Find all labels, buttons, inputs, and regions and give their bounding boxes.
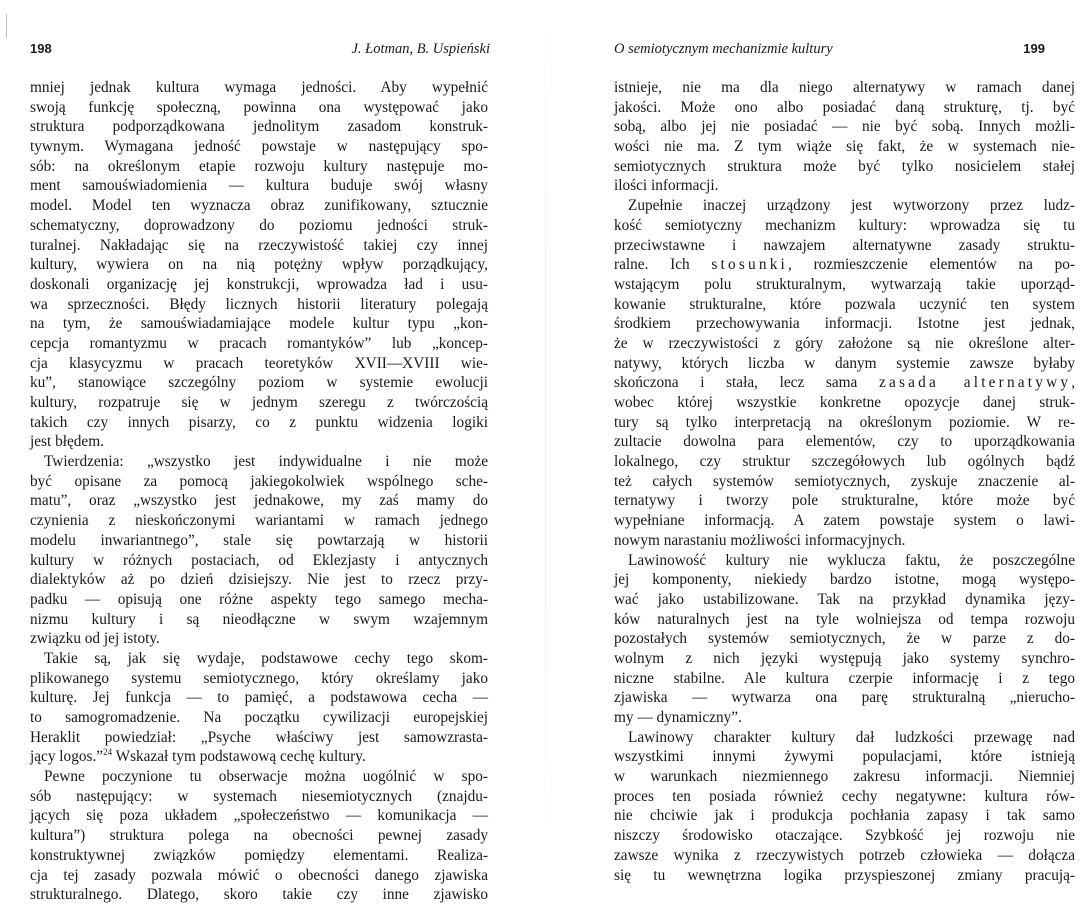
text-line — [614, 137, 1075, 157]
text-line — [614, 826, 1075, 846]
text-line — [30, 747, 488, 767]
text-line-content: na tym, że samouświadamiające modele kultur typu „kon- — [30, 315, 488, 333]
text-line-content: kowanie strukturalne, które pozwala uczynić ten system — [614, 295, 1075, 313]
text-line — [614, 688, 1075, 708]
text-line-content: się tu wewnętrzna logika przyspieszonej zmiany pracują- — [614, 866, 1075, 884]
text-line-content: doskonali organizację jej konstrukcji, wprowadza ład i usu- — [30, 275, 488, 293]
text-line-content: Zupełnie inaczej urządzony jest wytworzony przez ludz- — [628, 197, 1075, 215]
text-line-content: plikowanego systemu semiotycznego, który określamy jako — [30, 669, 488, 687]
text-line — [30, 255, 488, 275]
text-line-content: ków naturalnych jest na tyle wolniejsza od tempa rozwoju — [614, 610, 1075, 628]
text-line-content: jący logos.” — [30, 748, 104, 766]
text-line — [30, 846, 488, 866]
text-line-content: kultury, wywiera on na nią potężny wpływ porządkujący, — [30, 256, 488, 274]
text-line — [614, 747, 1075, 767]
text-line-content: Lawinowy charakter kultury dał ludzkości przewagę nad — [628, 728, 1075, 746]
text-line-content: kulturę. Jej funkcja — to pamięć, a podstawowa cecha — — [30, 689, 488, 707]
text-line-content: tury są tylko interpretacją na określonym poziomie. W re- — [614, 413, 1075, 431]
text-line — [614, 78, 1075, 98]
text-line — [614, 531, 1075, 551]
spaced-emphasis: stosunki — [711, 256, 789, 274]
text-line — [30, 216, 488, 236]
text-line — [30, 610, 488, 630]
text-line-content: swoją funkcję społeczną, powinna ona występować jako — [30, 98, 488, 116]
text-line-content: że w rzeczywistości z góry założone są nie określone alter- — [614, 334, 1075, 352]
text-line-content: semiotycznych struktura może być tylko nosicielem stałej — [614, 157, 1075, 175]
text-line-content: jest błędem. — [30, 433, 104, 451]
text-line-content: modelu inwariantnego”, stale się powtarzają w historii — [30, 531, 488, 549]
text-line-content: czynienia z nieskończonymi wariantami w ramach jednego — [30, 512, 488, 530]
text-line — [30, 787, 488, 807]
text-line — [614, 669, 1075, 689]
text-line-content: kultura”) struktura polega na obecności pewnej zasady — [30, 827, 488, 845]
running-head: O semiotycznym mechanizmie kultury — [614, 41, 833, 57]
text-line — [614, 452, 1075, 472]
text-line — [30, 78, 488, 98]
text-line — [614, 314, 1075, 334]
text-line — [30, 885, 488, 905]
text-line-content: strukturalnego. Dlatego, skoro takie czy inne zjawisko — [30, 886, 488, 904]
text-line — [30, 117, 488, 137]
left-page — [0, 0, 530, 904]
text-line-content: Pewne poczynione tu obserwacje można uogólnić w spo- — [44, 768, 488, 786]
text-line — [30, 688, 488, 708]
text-line-content: to samogromadzenie. Na początku cywilizacji europejskiej — [30, 709, 488, 726]
text-line — [614, 629, 1075, 649]
text-line — [30, 491, 488, 511]
text-line — [30, 728, 488, 748]
text-line — [614, 196, 1075, 216]
text-line — [614, 117, 1075, 137]
text-line — [30, 570, 488, 590]
text-line-content: niczne stabilne. Ale kultura czerpie informację i z tego — [614, 669, 1075, 687]
text-line-content: przeciwstawne i nawzajem alternatywne zasady struktu- — [614, 236, 1075, 254]
body-text — [30, 78, 488, 905]
text-line-content: w warunkach niezmiennego zakresu informacji. Niemniej — [614, 768, 1075, 786]
page-number: 198 — [30, 41, 52, 56]
text-line — [614, 393, 1075, 413]
spaced-emphasis: zasada alternatywy — [878, 374, 1072, 392]
text-line — [614, 413, 1075, 433]
text-line — [30, 590, 488, 610]
text-line-content: środkiem przechowywania informacji. Istotne jest jednak, — [614, 315, 1075, 333]
text-line-content: cepcja romantyzmu w pracach romantyków” lub „koncep- — [30, 334, 488, 352]
text-line — [30, 531, 488, 551]
text-line-content: skończona i stała, lecz sama — [614, 374, 879, 392]
text-line-content: model. Model ten wyznacza obraz zunifikowany, sztucznie — [30, 197, 488, 215]
text-line — [30, 432, 488, 452]
text-line — [30, 393, 488, 413]
text-line-content: cja tej zasady pozwala mówić o obecności danego zjawiska — [30, 866, 488, 884]
text-line — [614, 216, 1075, 236]
text-line — [30, 176, 488, 196]
text-line — [30, 354, 488, 374]
text-line-content: niszczy środowisko otaczające. Szybkość jej rozwoju nie — [614, 827, 1075, 845]
text-line-content: sób: na określonym etapie rozwoju kultury następuje mo- — [30, 157, 488, 175]
text-line — [614, 157, 1075, 177]
text-line-content: jej komponenty, niekiedy bardzo istotne, mogą występo- — [614, 571, 1075, 589]
text-line — [614, 354, 1075, 374]
right-page — [560, 0, 1092, 884]
text-line — [30, 472, 488, 492]
text-line — [30, 275, 488, 295]
text-line — [614, 767, 1075, 787]
text-line — [614, 275, 1075, 295]
text-line — [30, 157, 488, 177]
text-line — [30, 452, 488, 472]
text-line-content: struktura podporządkowana jednolitym zasadom konstruk- — [30, 118, 488, 136]
text-line-content: ternatywy i tworzy pole strukturalne, które może być — [614, 492, 1075, 510]
text-line — [614, 590, 1075, 610]
text-line — [30, 806, 488, 826]
text-line-content: wypełniane informacją. A zatem powstaje system o lawi- — [614, 512, 1075, 530]
text-line — [614, 295, 1075, 315]
text-line — [30, 511, 488, 531]
text-line-content: być opisane za pomocą jakiegokolwiek wspólnego sche- — [30, 472, 488, 490]
text-line — [614, 255, 1075, 275]
text-line — [30, 314, 488, 334]
text-line — [614, 236, 1075, 256]
text-line-content: wolnym z nich języki występują jako systemy synchro- — [614, 649, 1075, 667]
text-line — [614, 866, 1075, 886]
text-line-content: proces ten posiada również cechy negatywne: kultura rów- — [614, 787, 1075, 805]
text-line-tail: Wskazał tym podstawową cechę kultury. — [112, 748, 366, 766]
book-gutter — [545, 0, 546, 858]
text-line-content: zultacie dowolna para elementów, czy to uporządkowania — [614, 433, 1075, 451]
text-line-content: pozostałych systemów semiotycznych, że w parze z do- — [614, 630, 1075, 648]
text-line — [614, 787, 1075, 807]
text-line-content: jących się poza układem „społeczeństwo — komunikacja — — [30, 807, 488, 825]
text-line — [30, 295, 488, 315]
text-line-content: padku — opisują one różne aspekty tego samego mecha- — [30, 590, 488, 608]
text-line — [614, 373, 1075, 393]
text-line-content: nie chciwie jak i produkcja pochłania zapasy i tak samo — [614, 807, 1075, 825]
text-line-content: lokalnego, czy struktur szczegółowych lub ogólnych bądź — [614, 453, 1075, 471]
text-line-tail: , — [1071, 374, 1076, 392]
text-line — [30, 373, 488, 393]
text-line — [614, 551, 1075, 571]
text-line — [614, 511, 1075, 531]
text-line — [30, 767, 488, 787]
text-line-content: sób następujący: w systemach niesemiotycznych (znajdu- — [30, 787, 488, 805]
text-line-content: kultury, rozpatruje się w jednym szeregu z twórczością — [30, 394, 488, 411]
text-line-content: ralne. Ich — [614, 256, 712, 274]
footnote-marker: 24 — [103, 747, 113, 758]
text-line — [30, 98, 488, 118]
text-line — [30, 708, 488, 728]
text-line-content: nizmu kultury i są nieodłączne w swym wzajemnym — [30, 610, 488, 628]
text-line-content: takich czy innych pisarzy, co z punktu widzenia logiki — [30, 413, 488, 431]
text-line-content: sobą, albo jej nie posiadać — nie być sobą. Innych możli- — [614, 118, 1075, 136]
text-line — [614, 432, 1075, 452]
text-line-content: Twierdzenia: „wszystko jest indywidualne i nie może — [44, 453, 488, 471]
text-line-content: wać jako ustabilizowane. Tak na przykład dynamika języ- — [614, 590, 1075, 608]
text-line-content: kultury w różnych postaciach, od Eklezjasty i antycznych — [30, 551, 488, 569]
text-line-content: wstającym polu strukturalnym, wytwarzają takie uporząd- — [614, 275, 1075, 293]
text-line — [30, 649, 488, 669]
text-line — [614, 334, 1075, 354]
text-line — [614, 728, 1075, 748]
text-line — [30, 669, 488, 689]
text-line-content: istnieje, nie ma dla niego alternatywy w ramach danej — [614, 79, 1075, 96]
text-line-content: cja klasycyzmu w pracach teoretyków XVII—XVIII wie- — [30, 354, 488, 372]
text-line-content: związku od jej istoty. — [30, 630, 160, 648]
text-line-content: też całych systemów semiotycznych, zyskuje znaczenie al- — [614, 472, 1075, 490]
text-line — [614, 472, 1075, 492]
text-line-content: wa sprzeczności. Błędy licznych historii literatury polegają — [30, 295, 488, 313]
text-line-content: ku”, stanowiące szczególny poziom w systemie ewolucji — [30, 374, 488, 392]
text-line — [614, 610, 1075, 630]
text-line — [30, 551, 488, 571]
text-line — [614, 98, 1075, 118]
text-line-content: ment samouświadomienia — kultura buduje swój własny — [30, 177, 488, 195]
text-line-content: kość semiotyczny mechanizm kultury: wprowadza się tu — [614, 216, 1075, 234]
text-line-content: jakości. Może ono albo posiadać daną strukturę, tj. być — [614, 98, 1075, 116]
text-line — [614, 176, 1075, 196]
text-line-content: natywy, których liczba w danym systemie zawsze byłaby — [614, 354, 1075, 372]
text-line-content: my — dynamiczny”. — [614, 709, 742, 726]
text-line-content: tywnym. Wymagana jedność powstaje w następujący spo- — [30, 138, 488, 156]
page-number: 199 — [1023, 41, 1045, 56]
text-line-content: dialektyków aż po dzień dzisiejszy. Nie jest to rzecz przy- — [30, 571, 488, 589]
text-line-content: Heraklit powiedział: „Psyche właściwy jest samowzrasta- — [30, 728, 488, 746]
text-line-content: zawsze wynika z rzeczywistych potrzeb człowieka — dołącza — [614, 846, 1075, 864]
text-line-content: wobec której wszystkie konkretne opozycje danej struk- — [614, 394, 1075, 411]
text-line-content: Lawinowość kultury nie wyklucza faktu, że poszczególne — [628, 551, 1075, 569]
text-line — [614, 649, 1075, 669]
body-text — [614, 78, 1075, 885]
text-line — [614, 846, 1075, 866]
text-line-content: turalnej. Nakładając się na rzeczywistość takiej czy innej — [30, 236, 488, 254]
text-line — [30, 236, 488, 256]
text-line-content: nowym narastaniu możliwości informacyjnych. — [614, 531, 906, 549]
text-line — [30, 196, 488, 216]
text-line — [614, 806, 1075, 826]
text-line-content: wszystkimi innymi żywymi populacjami, które istnieją — [614, 748, 1075, 766]
text-line — [614, 491, 1075, 511]
text-line — [30, 866, 488, 886]
text-line-content: wości nie ma. Z tym wiąże się fakt, że w systemach nie- — [614, 138, 1075, 156]
text-line-content: matu”, oraz „wszystko jest jednakowe, my zaś mamy do — [30, 492, 488, 510]
text-line-content: zjawiska — wytwarza ona parę strukturalną „nierucho- — [614, 689, 1075, 707]
text-line-content: schematyczny, doprowadzony do poziomu jedności struk- — [30, 216, 488, 234]
text-line-content: mniej jednak kultura wymaga jedności. Aby wypełnić — [30, 79, 488, 96]
text-line — [30, 137, 488, 157]
text-line — [30, 826, 488, 846]
text-line — [30, 413, 488, 433]
text-line-content: Takie są, jak się wydaje, podstawowe cechy tego skom- — [44, 649, 488, 667]
text-line — [614, 570, 1075, 590]
text-line — [30, 334, 488, 354]
text-line-tail: , rozmieszczenie elementów na po- — [788, 256, 1075, 274]
text-line-content: konstruktywnej związków pomiędzy elementami. Realiza- — [30, 846, 488, 864]
text-line-content: ilości informacji. — [614, 177, 719, 195]
running-head: J. Łotman, B. Uspieński — [351, 41, 490, 57]
text-line — [30, 629, 488, 649]
text-line — [614, 708, 1075, 728]
